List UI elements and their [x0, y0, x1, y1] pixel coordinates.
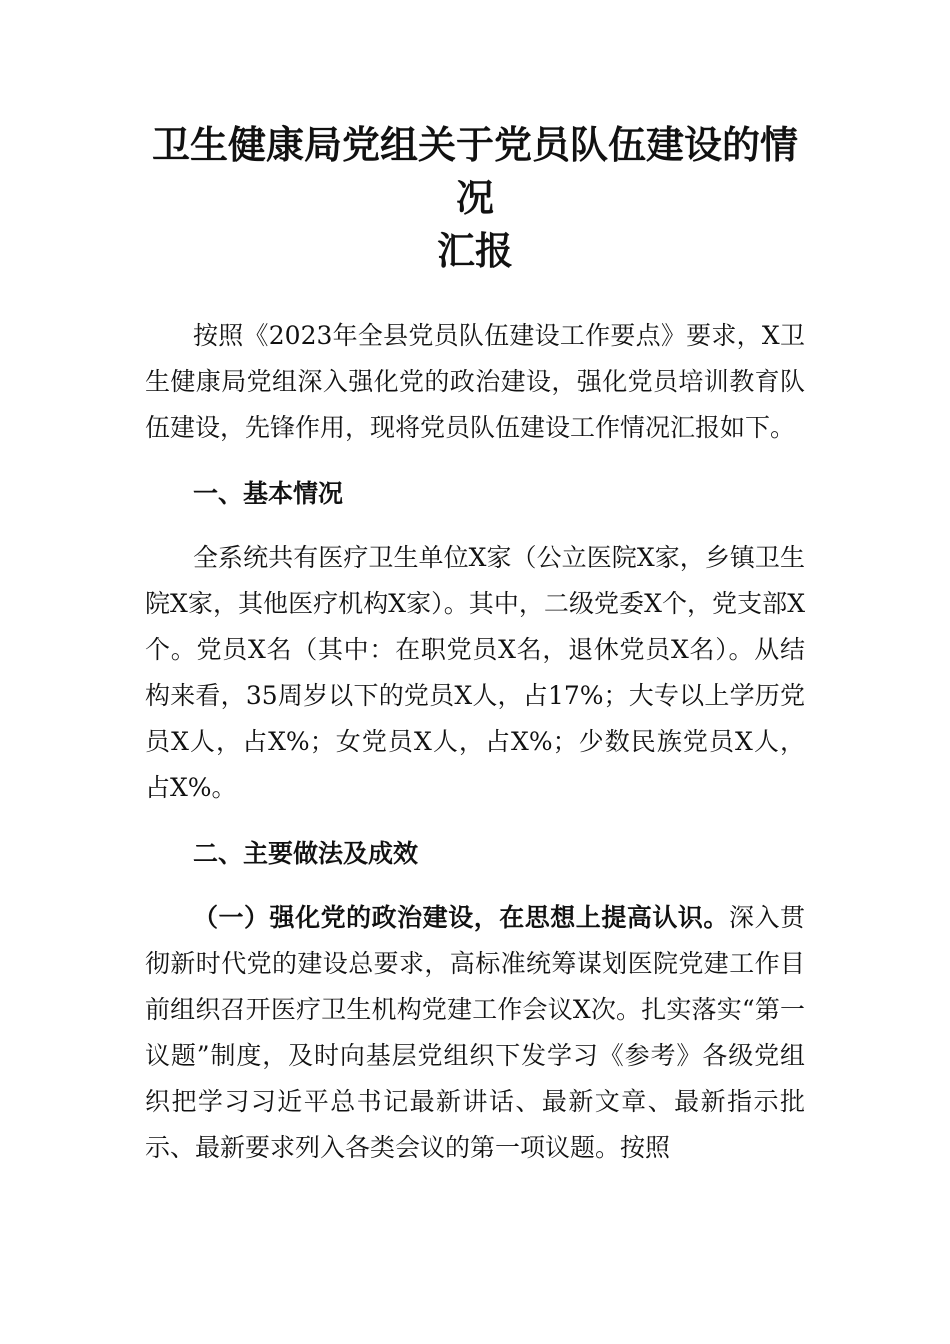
- document-title: [145, 118, 805, 277]
- section-2-item-1-body: 深入贯彻新时代党的建设总要求，高标准统筹谋划医院党建工作目前组织召开医疗卫生机构党建工作会议X次。扎实落实“第一议题”制度，及时向基层党组织下发学习《参考》各级党组织把学习习近平总书记最新讲话、最新文章、最新指示批示、最新要求列入各类会议的第一项议题。按照: [145, 903, 805, 1162]
- section-2-item-1-lead: （一）强化党的政治建设，在思想上提高认识。: [193, 903, 729, 932]
- section-2-item-1-paragraph: [145, 895, 805, 1171]
- section-2-heading: 二、主要做法及成效: [193, 839, 419, 868]
- document-page: [145, 118, 805, 1171]
- section-1-paragraph: 全系统共有医疗卫生单位X家（公立医院X家，乡镇卫生院X家，其他医疗机构X家）。其中，二级党委X个，党支部X个。党员X名（其中：在职党员X名，退休党员X名）。从结构来看，35周岁以下的党员X人，占17%；大专以上学历党员X人，占X%；女党员X人，占X%；少数民族党员X人，占X%。: [145, 543, 805, 802]
- title-line-1: 卫生健康局党组关于党员队伍建设的情况: [151, 122, 798, 220]
- section-1-heading: 一、基本情况: [193, 479, 344, 508]
- title-line-2: 汇报: [436, 228, 513, 273]
- intro-paragraph: 按照《2023年全县党员队伍建设工作要点》要求，X卫生健康局党组深入强化党的政治建设，强化党员培训教育队伍建设，先锋作用，现将党员队伍建设工作情况汇报如下。: [145, 321, 805, 442]
